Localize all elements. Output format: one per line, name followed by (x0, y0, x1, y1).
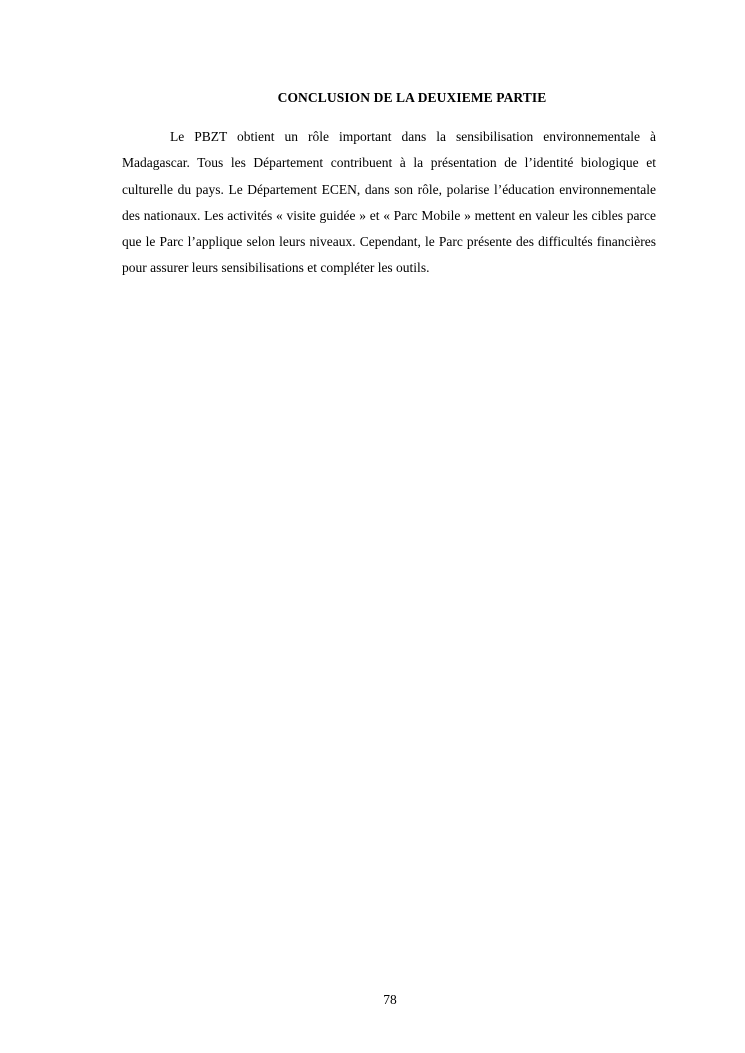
section-title: CONCLUSION DE LA DEUXIEME PARTIE (277, 90, 547, 105)
page-number: 78 (383, 992, 397, 1007)
conclusion-paragraph: Le PBZT obtient un rôle important dans la sensibilisation environnementale à Madagascar. Tous les Département contribuent à la présentation de l’identité biologique et culturelle du pays. Le Département ECEN, dans son rôle, polarise l’éducation environnementale des nationaux. Les activités « visite guidée » et « Parc Mobile » mettent en valeur les cibles parce que le Parc l’applique selon leurs niveaux. Cependant, le Parc présente des difficultés financières pour assurer leurs sensibilisations et compléter les outils. (122, 129, 656, 276)
